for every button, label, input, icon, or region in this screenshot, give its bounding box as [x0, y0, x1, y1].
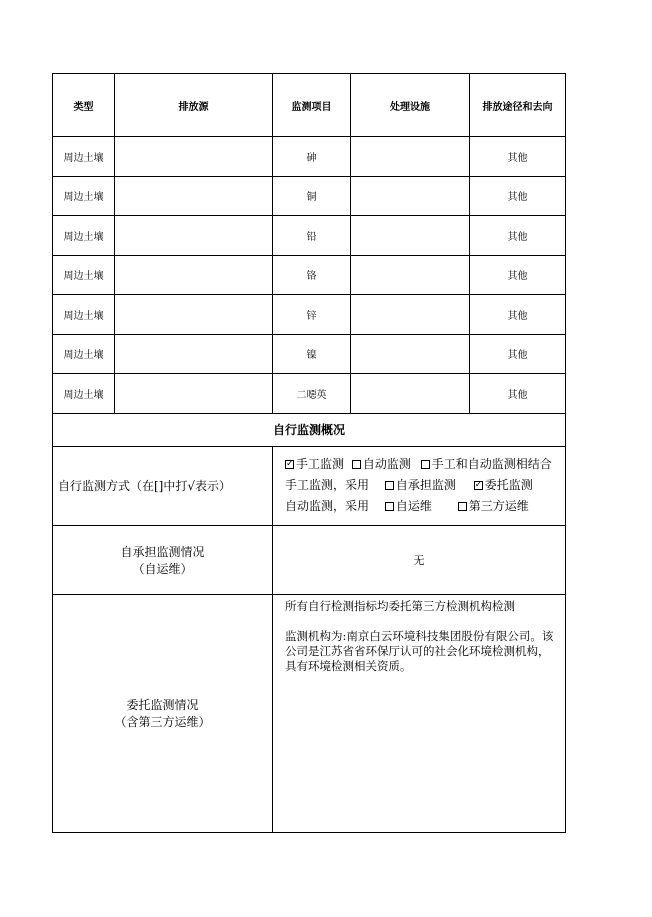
table-row	[53, 216, 566, 256]
header-type: 类型	[53, 74, 115, 137]
cell-type: 周边土壤	[53, 137, 115, 177]
cell-item: 砷	[273, 137, 351, 177]
option-third-party: 第三方运维	[468, 499, 529, 513]
cell-item: 铜	[273, 176, 351, 216]
cell-route: 其他	[470, 216, 566, 256]
cell-type: 周边土壤	[53, 374, 115, 414]
cell-type: 周边土壤	[53, 334, 115, 374]
monitoring-table	[52, 73, 566, 833]
cell-facility	[351, 137, 470, 177]
entrust-label	[53, 594, 273, 832]
method-line-3	[285, 496, 565, 517]
cell-facility	[351, 374, 470, 414]
cell-type: 周边土壤	[53, 295, 115, 335]
cell-route: 其他	[470, 374, 566, 414]
cell-facility	[351, 216, 470, 256]
checkbox-entrusted[interactable]	[474, 481, 483, 490]
section-title-row	[53, 413, 566, 446]
checkbox-third-party[interactable]	[458, 502, 467, 511]
cell-source	[115, 334, 273, 374]
table-row	[53, 255, 566, 295]
option-manual-adopt: 手工监测，采用	[285, 478, 370, 492]
checkbox-auto[interactable]	[352, 460, 361, 469]
cell-item: 铅	[273, 216, 351, 256]
option-entrusted: 委托监测	[484, 478, 533, 492]
option-self-undertake: 自承担监测	[395, 478, 456, 492]
table-row	[53, 374, 566, 414]
cell-source	[115, 255, 273, 295]
cell-route: 其他	[470, 334, 566, 374]
table-row	[53, 295, 566, 335]
method-line-2	[285, 475, 565, 496]
header-source: 排放源	[115, 74, 273, 137]
header-item: 监测项目	[273, 74, 351, 137]
checkbox-self-undertake[interactable]	[385, 481, 394, 490]
entrust-line-1: 所有自行检测指标均委托第三方检测机构检测	[285, 598, 515, 613]
method-line-1	[285, 454, 565, 475]
cell-route: 其他	[470, 176, 566, 216]
cell-route: 其他	[470, 295, 566, 335]
cell-facility	[351, 295, 470, 335]
monitoring-method-row	[53, 446, 566, 525]
header-route: 排放途径和去向	[470, 74, 566, 137]
table-row	[53, 176, 566, 216]
method-label: 自行监测方式（在[]中打√表示）	[53, 446, 273, 525]
table-row	[53, 137, 566, 177]
cell-route: 其他	[470, 255, 566, 295]
cell-source	[115, 216, 273, 256]
cell-route: 其他	[470, 137, 566, 177]
cell-item: 锌	[273, 295, 351, 335]
table-row	[53, 334, 566, 374]
section-title: 自行监测概况	[53, 413, 566, 446]
self-op-label-line-2: （自运维）	[132, 561, 193, 576]
cell-source	[115, 176, 273, 216]
cell-facility	[351, 334, 470, 374]
entrust-label-line-2: （含第三方运维）	[114, 715, 211, 729]
cell-type: 周边土壤	[53, 176, 115, 216]
option-manual: 手工监测	[296, 457, 345, 471]
option-auto-adopt: 自动监测，采用	[285, 499, 370, 513]
entrust-details	[273, 594, 566, 832]
self-op-row	[53, 525, 566, 594]
header-facility: 处理设施	[351, 74, 470, 137]
cell-source	[115, 295, 273, 335]
self-op-label	[53, 525, 273, 594]
method-options	[273, 446, 566, 525]
table-header-row	[53, 74, 566, 137]
cell-item: 二噁英	[273, 374, 351, 414]
self-op-label-line-1: 自承担监测情况	[120, 544, 205, 559]
self-op-value: 无	[273, 525, 566, 594]
checkbox-manual[interactable]	[285, 460, 294, 469]
entrust-label-line-1: 委托监测情况	[126, 698, 199, 712]
cell-source	[115, 137, 273, 177]
option-auto: 自动监测	[362, 457, 411, 471]
cell-facility	[351, 255, 470, 295]
entrust-row	[53, 594, 566, 832]
checkbox-combined[interactable]	[421, 460, 430, 469]
cell-facility	[351, 176, 470, 216]
cell-source	[115, 374, 273, 414]
cell-type: 周边土壤	[53, 216, 115, 256]
option-combined: 手工和自动监测相结合	[431, 457, 552, 471]
option-self-op: 自运维	[395, 499, 432, 513]
cell-type: 周边土壤	[53, 255, 115, 295]
cell-item: 铬	[273, 255, 351, 295]
cell-item: 镍	[273, 334, 351, 374]
checkbox-self-op[interactable]	[385, 502, 394, 511]
entrust-line-2: 监测机构为:南京白云环境科技集团股份有限公司。该公司是江苏省省环保厅认可的社会化环境检测机构，具有环境检测相关资质。	[285, 628, 554, 673]
